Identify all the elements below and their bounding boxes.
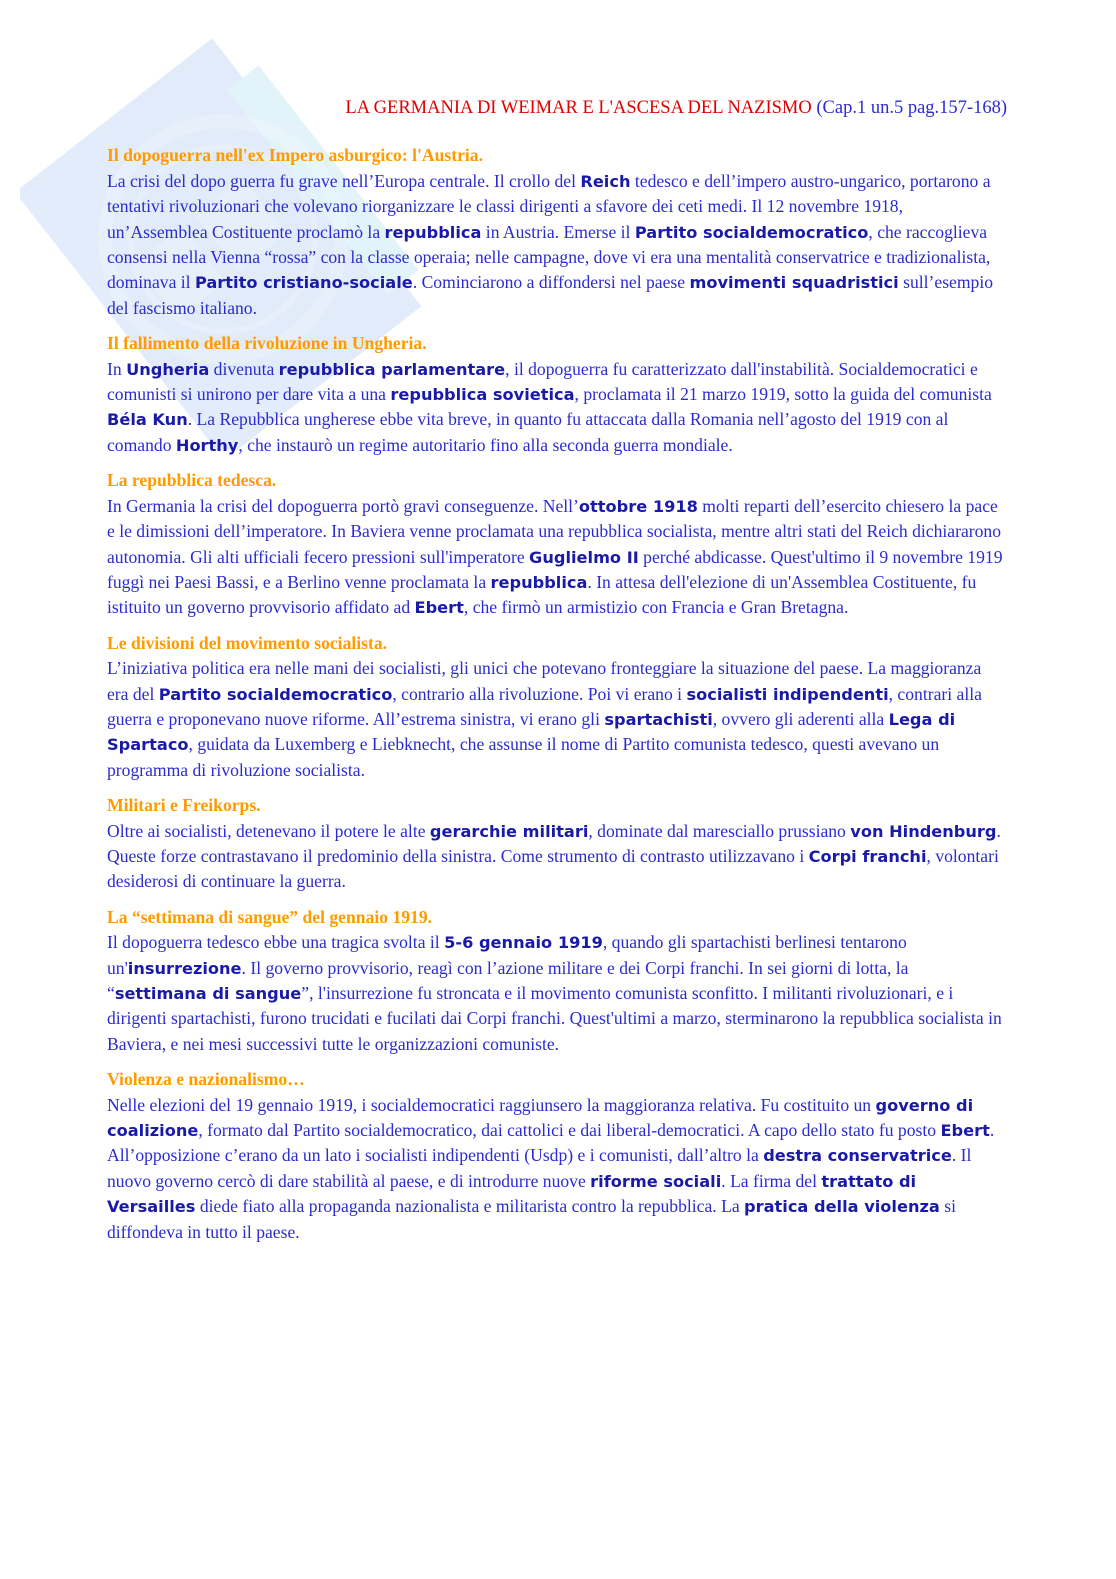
text-run: Il dopoguerra tedesco ebbe una tragica svolta il	[107, 932, 445, 953]
emphasized-term: movimenti squadristici	[689, 273, 899, 293]
emphasized-term: destra conservatrice	[763, 1146, 952, 1166]
text-run: divenuta	[209, 358, 279, 379]
emphasized-term: Lega di Spartaco	[107, 709, 956, 755]
emphasized-term: spartachisti	[604, 709, 713, 729]
text-run: . Cominciarono a diffondersi nel paese	[412, 272, 690, 293]
section-paragraph	[107, 494, 1007, 621]
text-run: , che instaurò un regime autoritario fino alla seconda guerra mondiale.	[238, 434, 733, 455]
section	[107, 1067, 1007, 1245]
emphasized-term: Partito socialdemocratico	[634, 222, 869, 242]
text-run: , che raccoglieva consensi nella Vienna “rossa” con la classe operaia; nelle campagne, dove vi era una mentalità conservatrice e tradizionalista, dominava il	[107, 221, 991, 293]
text-run: , contrari alla guerra e proponevano nuove riforme. All’estrema sinistra, vi erano gli	[107, 683, 982, 729]
text-run: , ovvero gli aderenti alla	[712, 708, 889, 729]
section-heading: Il dopoguerra nell'ex Impero asburgico: l'Austria.	[107, 145, 483, 166]
text-run: , guidata da Luxemberg e Liebknecht, che assunse il nome di Partito comunista tedesco, questi avevano un programma di rivoluzione socialista.	[107, 734, 940, 780]
section-paragraph	[107, 656, 1007, 783]
document-page	[107, 96, 1007, 1255]
section	[107, 468, 1007, 620]
emphasized-term: repubblica	[384, 222, 482, 242]
text-run: , formato dal Partito socialdemocratico, dai cattolici e dai liberal-democratici. A capo dello stato fu posto	[198, 1120, 941, 1141]
sections-container	[107, 143, 1007, 1245]
text-run: . All’opposizione c’erano da un lato i socialisti indipendenti (Usdp) e i comunisti, dall’altro la	[107, 1120, 995, 1166]
text-run: in Austria. Emerse il	[481, 221, 635, 242]
text-run: , contrario alla rivoluzione. Poi vi erano i	[392, 683, 687, 704]
text-run: sull’esempio del fascismo italiano.	[107, 272, 994, 318]
emphasized-term: gerarchie militari	[429, 821, 589, 841]
emphasized-term: socialisti indipendenti	[686, 684, 889, 704]
emphasized-term: repubblica sovietica	[390, 385, 575, 405]
text-run: . Queste forze contrastavano il predominio della sinistra. Come strumento di contrasto utilizzavano i	[107, 820, 1001, 866]
text-run: . Il nuovo governo cercò di dare stabilità al paese, e di introdurre nuove	[107, 1145, 972, 1191]
emphasized-term: Ebert	[414, 598, 464, 618]
emphasized-term: pratica della violenza	[744, 1197, 940, 1217]
section	[107, 331, 1007, 458]
section-paragraph	[107, 1093, 1007, 1245]
emphasized-term: Béla Kun	[107, 410, 188, 430]
section-heading: La repubblica tedesca.	[107, 470, 277, 491]
section-paragraph	[107, 930, 1007, 1057]
text-run: Oltre ai socialisti, detenevano il potere le alte	[107, 820, 430, 841]
emphasized-term: insurrezione	[127, 958, 242, 978]
section	[107, 631, 1007, 783]
title-main: LA GERMANIA DI WEIMAR E L'ASCESA DEL NAZISMO	[345, 98, 812, 118]
text-run: La crisi del dopo guerra fu grave nell’Europa centrale. Il crollo del	[107, 170, 581, 191]
emphasized-term: Partito socialdemocratico	[158, 684, 393, 704]
section	[107, 905, 1007, 1057]
emphasized-term: Reich	[580, 171, 631, 191]
text-run: tedesco e dell’impero austro-ungarico, portarono a tentativi rivoluzionari che volevano riorganizzare le classi dirigenti a sfavore dei ceti medi. Il 12 novembre 1918, un’Assemblea Costituente proclamò la	[107, 170, 991, 242]
text-run: Nelle elezioni del 19 gennaio 1919, i socialdemocratici raggiunsero la maggioranza relativa. Fu costituito un	[107, 1094, 876, 1115]
emphasized-term: Guglielmo II	[529, 547, 639, 567]
text-run: diede fiato alla propaganda nazionalista e militarista contro la repubblica. La	[195, 1196, 745, 1217]
emphasized-term: ottobre 1918	[578, 496, 698, 516]
section-paragraph	[107, 357, 1007, 459]
section-heading: Il fallimento della rivoluzione in Ungheria.	[107, 333, 427, 354]
text-run: , volontari desiderosi di continuare la guerra.	[107, 845, 999, 892]
title-reference: (Cap.1 un.5 pag.157-168)	[816, 98, 1007, 118]
text-run: ”, l'insurrezione fu stroncata e il movimento comunista sconfitto. I militanti rivoluzionari, e i dirigenti spartachisti, furono trucidati e fucilati dai Corpi franchi. Quest'ultimi a marzo, sterminarono la repubblica socialista in Baviera, e nei mesi successivi tutte le organizzazioni comuniste.	[107, 983, 1002, 1054]
text-run: In Germania la crisi del dopoguerra portò gravi conseguenze. Nell’	[107, 495, 579, 516]
emphasized-term: Ungheria	[126, 359, 210, 379]
text-run: molti reparti dell’esercito chiesero la pace e le dimissioni dell’imperatore. In Baviera venne proclamata una repubblica socialista, mentre altri stati del Reich dichiararono autonomia. Gli alti ufficiali fecero pressioni sull'imperatore	[107, 495, 1002, 567]
text-run: , che firmò un armistizio con Francia e Gran Bretagna.	[463, 597, 849, 618]
section-heading: Le divisioni del movimento socialista.	[107, 632, 388, 653]
text-run: si diffondeva in tutto il paese.	[107, 1196, 956, 1242]
text-run: L’iniziativa politica era nelle mani dei socialisti, gli unici che potevano fronteggiare la situazione del paese. La maggioranza era del	[107, 658, 982, 704]
section-paragraph	[107, 819, 1007, 895]
emphasized-term: settimana di sangue	[114, 984, 302, 1003]
document-title	[107, 96, 1007, 121]
section	[107, 793, 1007, 895]
text-run: , il dopoguerra fu caratterizzato dall'instabilità. Socialdemocratici e comunisti si unirono per dare vita a una	[107, 358, 978, 405]
emphasized-term: riforme sociali	[590, 1171, 722, 1191]
text-run: , proclamata il 21 marzo 1919, sotto la guida del comunista	[574, 384, 992, 405]
emphasized-term: repubblica parlamentare	[278, 359, 506, 379]
emphasized-term: 5-6 gennaio 1919	[444, 933, 603, 953]
text-run: In	[107, 358, 127, 379]
emphasized-term: repubblica	[490, 572, 588, 592]
section-heading: Violenza e nazionalismo…	[107, 1069, 305, 1090]
text-run: . La firma del	[721, 1170, 822, 1191]
text-run: , dominate dal maresciallo prussiano	[588, 820, 851, 841]
text-run: . Il governo provvisorio, reagì con l’azione militare e dei Corpi franchi. In sei giorni di lotta, la “	[107, 957, 909, 1003]
emphasized-term: trattato di Versailles	[107, 1171, 917, 1217]
section-heading: La “settimana di sangue” del gennaio 1919.	[107, 906, 433, 927]
section-paragraph	[107, 169, 1007, 321]
emphasized-term: governo di coalizione	[107, 1095, 974, 1141]
text-run: perché abdicasse. Quest'ultimo il 9 novembre 1919 fuggì nei Paesi Bassi, e a Berlino venne proclamata la	[107, 546, 1003, 592]
text-run: . La Repubblica ungherese ebbe vita breve, in quanto fu attaccata dalla Romania nell’agosto del 1919 con al comando	[107, 409, 949, 455]
emphasized-term: Horthy	[175, 435, 239, 455]
text-run: . In attesa dell'elezione di un'Assemblea Costituente, fu istituito un governo provvisorio affidato ad	[107, 571, 977, 618]
text-run: , quando gli spartachisti berlinesi tentarono un'	[107, 932, 907, 978]
emphasized-term: Corpi franchi	[808, 846, 927, 866]
section-heading: Militari e Freikorps.	[107, 795, 261, 816]
section	[107, 143, 1007, 321]
emphasized-term: Partito cristiano-sociale	[194, 273, 413, 293]
emphasized-term: Ebert	[940, 1121, 990, 1141]
emphasized-term: von Hindenburg	[850, 821, 997, 841]
